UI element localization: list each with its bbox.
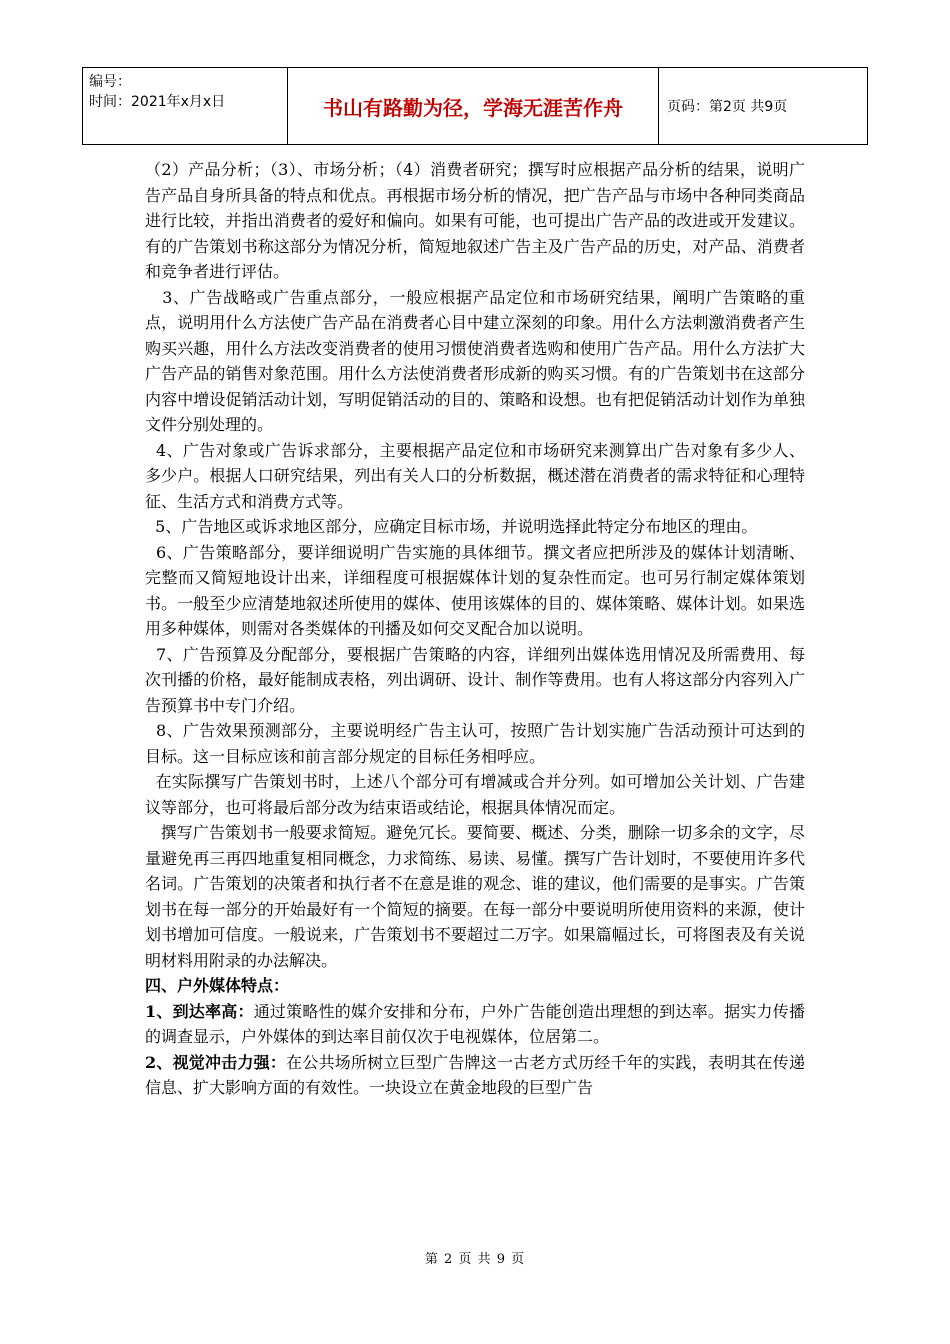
paragraph: 7、广告预算及分配部分，要根据广告策略的内容，详细列出媒体选用情况及所需费用、每次刊播的价格，最好能制成表格，列出调研、设计、制作等费用。也有人将这部分内容列入广告预算书中专门介绍。 <box>145 644 805 715</box>
paragraph: 5、广告地区或诉求地区部分，应确定目标市场，并说明选择此特定分布地区的理由。 <box>145 517 758 536</box>
document-header <box>82 67 868 145</box>
list-item <box>145 999 805 1050</box>
paragraph: 8、广告效果预测部分，主要说明经广告主认可，按照广告计划实施广告活动预计可达到的目标。这一目标应该和前言部分规定的目标任务相呼应。 <box>145 721 805 766</box>
list-item-title: 1、到达率高： <box>145 1001 254 1021</box>
paragraph: （2）产品分析；（3）、市场分析；（4）消费者研究；撰写时应根据产品分析的结果，说明广告产品自身所具备的特点和优点。再根据市场分析的情况，把广告产品与市场中各种同类商品进行比较，并指出消费者的爱好和偏向。如果有可能，也可提出广告产品的改进或开发建议。有的广告策划书称这部分为情况分析，简短地叙述广告主及广告产品的历史，对产品、消费者和竞争者进行评估。 <box>145 160 805 281</box>
paragraph: 撰写广告策划书一般要求简短。避免冗长。要简要、概述、分类，删除一切多余的文字，尽量避免再三再四地重复相同概念，力求简练、易读、易懂。撰写广告计划时，不要使用许多代名词。广告策划的决策者和执行者不在意是谁的观念、谁的建议，他们需要的是事实。广告策划书在每一部分的开始最好有一个简短的摘要。在每一部分中要说明所使用资料的来源，使计划书增加可信度。一般说来，广告策划书不要超过二万字。如果篇幅过长，可将图表及有关说明材料用附录的办法解决。 <box>145 823 805 970</box>
list-item-text: 在公共场所树立巨型广告牌这一古老方式历经千年的实践，表明其在传递信息、扩大影响方面的有效性。一块设立在黄金地段的巨型广告 <box>145 1052 805 1097</box>
paragraph: 在实际撰写广告策划书时，上述八个部分可有增减或合并分列。如可增加公关计划、广告建议等部分，也可将最后部分改为结束语或结论，根据具体情况而定。 <box>145 772 805 817</box>
header-motto: 书山有路勤为径，学海无涯苦作舟 <box>288 68 659 144</box>
list-item-text: 通过策略性的媒介安排和分布，户外广告能创造出理想的到达率。据实力传播的调查显示，户外媒体的到达率目前仅次于电视媒体，位居第二。 <box>145 1001 805 1046</box>
document-body <box>145 157 805 1101</box>
header-page-label: 页码：第2页 共9页 <box>667 99 788 115</box>
list-item-title: 2、视觉冲击力强： <box>145 1052 287 1072</box>
paragraph: 6、广告策略部分，要详细说明广告实施的具体细节。撰文者应把所涉及的媒体计划清晰、完整而又简短地设计出来，详细程度可根据媒体计划的复杂性而定。也可另行制定媒体策划书。一般至少应清楚地叙述所使用的媒体、使用该媒体的目的、媒体策略、媒体计划。如果选用多种媒体，则需对各类媒体的刊播及如何交叉配合加以说明。 <box>145 542 805 638</box>
page-footer: 第 2 页 共 9 页 <box>424 1252 526 1267</box>
paragraph: 4、广告对象或广告诉求部分，主要根据产品定位和市场研究来测算出广告对象有多少人、多少户。根据人口研究结果，列出有关人口的分析数据，概述潜在消费者的需求特征和心理特征、生活方式和消费方式等。 <box>145 440 805 511</box>
paragraph: 3、广告战略或广告重点部分，一般应根据产品定位和市场研究结果，阐明广告策略的重点，说明用什么方法使广告产品在消费者心目中建立深刻的印象。用什么方法刺激消费者产生购买兴趣，用什么方法改变消费者的使用习惯使消费者选购和使用广告产品。用什么方法扩大广告产品的销售对象范围。用什么方法使消费者形成新的购买习惯。有的广告策划书在这部分内容中增设促销活动计划，写明促销活动的目的、策略和设想。也有把促销活动计划作为单独文件分别处理的。 <box>145 287 805 434</box>
header-meta <box>83 68 288 144</box>
document-number-label: 编号： <box>89 74 131 90</box>
document-time-label: 时间：2021年x月x日 <box>89 94 226 110</box>
section-heading: 四、户外媒体特点： <box>145 976 290 995</box>
list-item <box>145 1050 805 1101</box>
